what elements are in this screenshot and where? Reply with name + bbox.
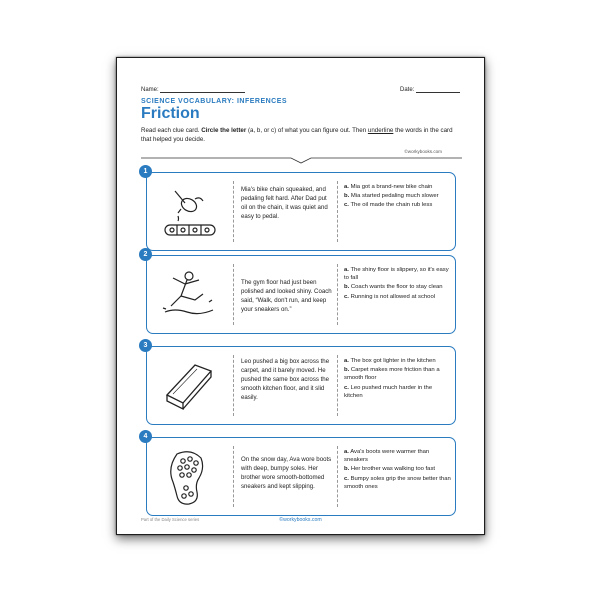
clue-text: Mia's bike chain squeaked, and pedaling felt hard. After Dad put oil on the chain, it was quiet and easy to pedal.	[241, 186, 328, 220]
clue-text: On the snow day, Ava wore boots with deep, bumpy soles. Her brother wore smooth-bottomed sneakers and kept slipping.	[241, 456, 332, 490]
card-separator	[337, 181, 338, 242]
option-c[interactable]: c. Running is not allowed at school	[344, 293, 436, 300]
answer-options	[344, 266, 452, 302]
card-separator	[233, 264, 234, 325]
clue-card-4	[143, 433, 456, 516]
option-c[interactable]: c. Bumpy soles grip the snow better than smooth ones	[344, 475, 451, 490]
option-a[interactable]: a. The box got lighter in the kitchen	[344, 358, 436, 364]
box-icon	[159, 357, 221, 415]
name-label: Name:	[141, 87, 159, 93]
option-b[interactable]: b. Her brother was walking too fast	[344, 466, 436, 473]
clue-text: Leo pushed a big box across the carpet, and it barely moved. He pushed the same box across the smooth kitchen floor, and it slid easily.	[241, 358, 330, 401]
boot-sole-icon	[159, 448, 221, 506]
copyright-top: ©workybooks.com	[404, 149, 442, 154]
footer-link[interactable]: ©workybooks.com	[279, 517, 322, 523]
card-number: 4	[139, 430, 152, 443]
date-label: Date:	[399, 87, 415, 93]
instructions: Read each clue card. Circle the letter (a, b, or c) of what you can figure out. Then underline the words in the card that helped you decide.	[141, 127, 453, 143]
option-a[interactable]: a. Mia got a brand-new bike chain	[344, 184, 433, 190]
clue-text: The gym floor had just been polished and looked shiny. Coach said, “Walk, don't run, and keep your sneakers on.”	[241, 279, 332, 313]
option-b[interactable]: b. Mia started pedaling much slower	[344, 193, 439, 200]
card-number: 1	[139, 165, 152, 178]
name-field[interactable]	[141, 86, 245, 93]
clue-card-1	[143, 168, 456, 251]
oil-can-bike-chain-icon	[159, 183, 221, 241]
card-separator	[233, 446, 234, 507]
option-c[interactable]: c. The oil made the chain rub less	[344, 202, 433, 209]
option-b[interactable]: b. Coach wants the floor to stay clean	[344, 284, 443, 291]
answer-options	[344, 183, 452, 211]
worksheet-title: Friction	[141, 105, 200, 122]
answer-options	[344, 448, 452, 492]
section-divider	[141, 154, 462, 164]
name-line	[160, 86, 245, 93]
option-c[interactable]: c. Leo pushed much harder in the kitchen	[344, 384, 433, 399]
option-a[interactable]: a. The shiny floor is slippery, so it's easy to fall	[344, 267, 449, 282]
card-separator	[233, 181, 234, 242]
card-number: 3	[139, 339, 152, 352]
card-number: 2	[139, 248, 152, 261]
card-separator	[233, 355, 234, 416]
worksheet-page	[116, 57, 485, 535]
card-separator	[337, 355, 338, 416]
worksheet-kicker: SCIENCE VOCABULARY: INFERENCES	[141, 98, 288, 105]
card-separator	[337, 446, 338, 507]
clue-card-3	[143, 342, 456, 425]
option-a[interactable]: a. Ava's boots were warmer than sneakers	[344, 449, 430, 464]
option-b[interactable]: b. Carpet makes more friction than a smooth floor	[344, 367, 440, 382]
footer-series: Part of the Daily Science series	[141, 517, 200, 522]
card-separator	[337, 264, 338, 325]
slipping-person-icon	[159, 266, 221, 324]
date-line	[416, 86, 460, 93]
clue-card-2	[143, 251, 456, 334]
answer-options	[344, 357, 452, 401]
date-field[interactable]	[400, 86, 460, 93]
